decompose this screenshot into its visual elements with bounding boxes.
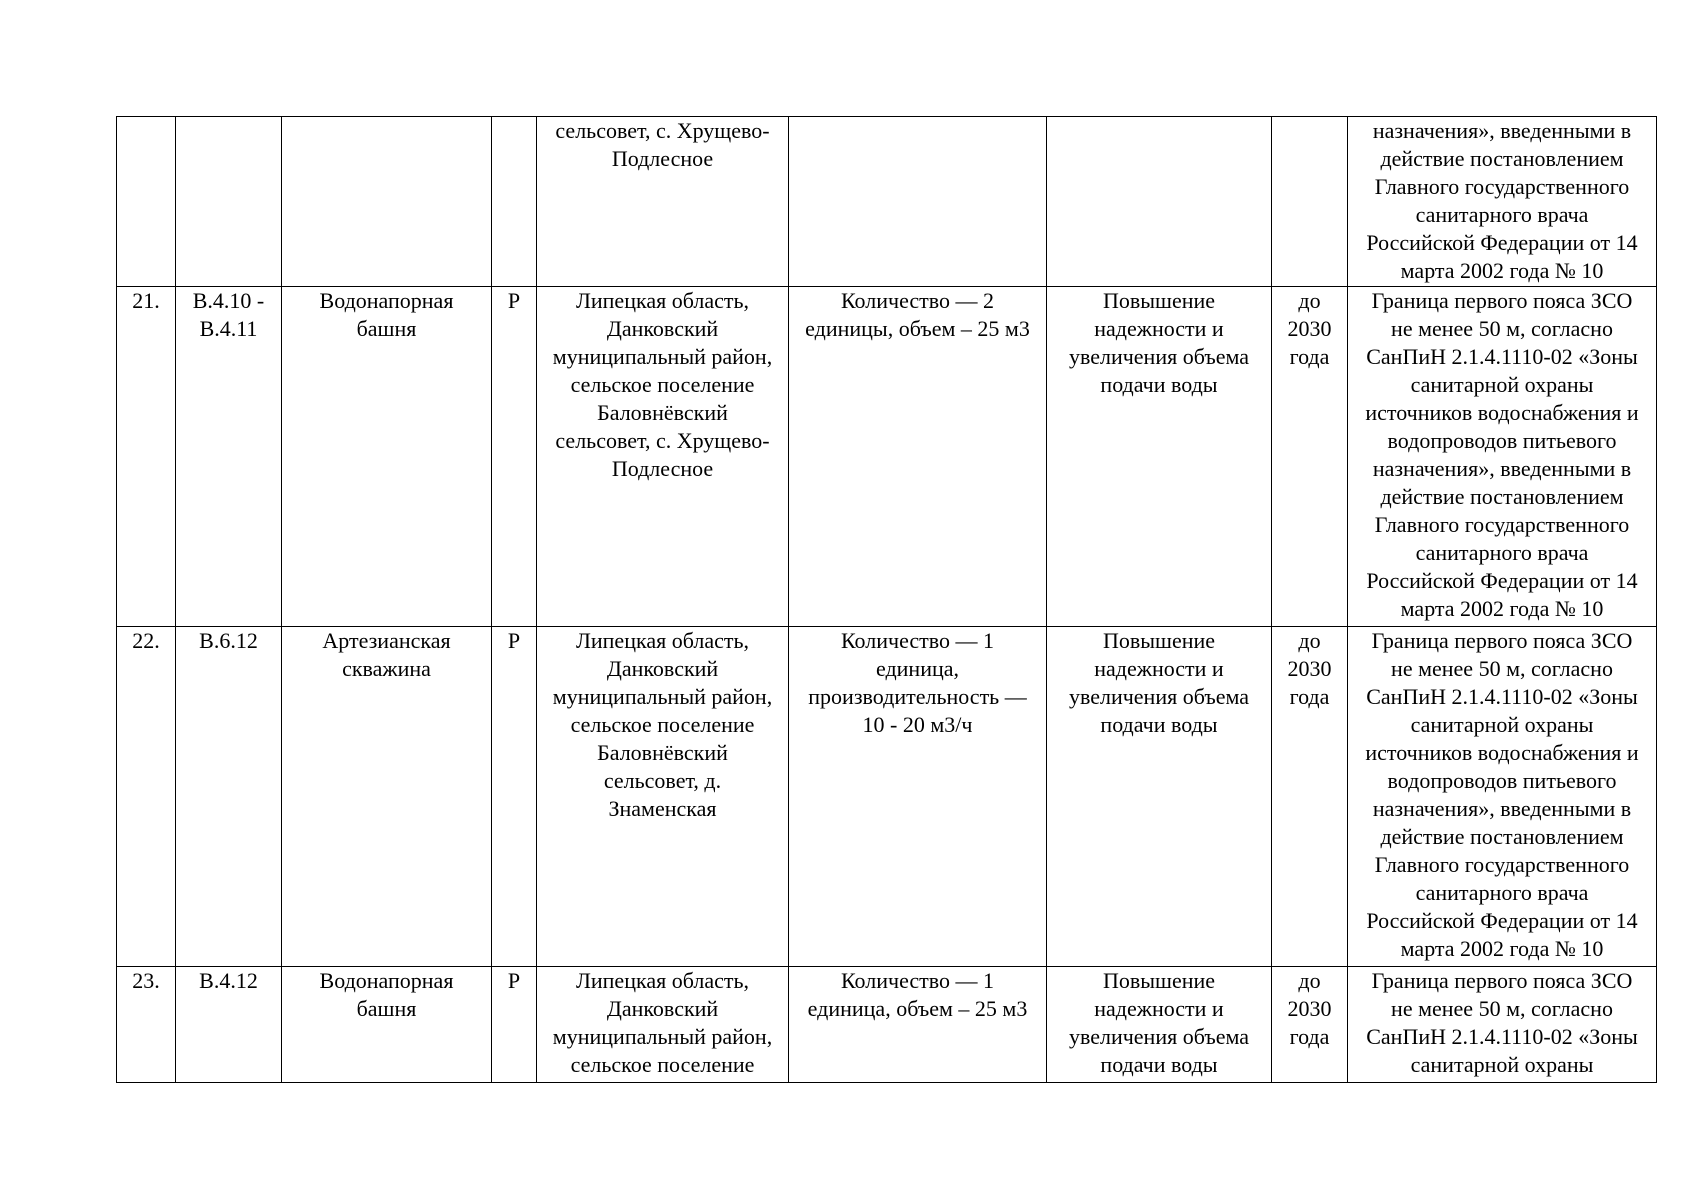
cell-purpose bbox=[1047, 117, 1272, 287]
cell-deadline: до 2030 года bbox=[1272, 967, 1348, 1083]
cell-characteristics: Количество — 1 единица, объем – 25 м3 bbox=[789, 967, 1047, 1083]
table-row bbox=[117, 117, 1657, 287]
cell-name bbox=[282, 117, 492, 287]
cell-deadline: до 2030 года bbox=[1272, 287, 1348, 627]
cell-purpose: Повышение надежности и увеличения объема подачи воды bbox=[1047, 967, 1272, 1083]
cell-location: Липецкая область, Данковский муниципальный район, сельское поселение bbox=[537, 967, 789, 1083]
cell-num bbox=[117, 117, 176, 287]
cell-purpose: Повышение надежности и увеличения объема подачи воды bbox=[1047, 627, 1272, 967]
cell-deadline: до 2030 года bbox=[1272, 627, 1348, 967]
cell-zones: назначения», введенными в действие постановлением Главного государственного санитарного врача Российской Федерации от 14 марта 2002 года № 10 bbox=[1348, 117, 1657, 287]
cell-num: 22. bbox=[117, 627, 176, 967]
cell-num: 23. bbox=[117, 967, 176, 1083]
table-row bbox=[117, 287, 1657, 627]
cell-name: Водонапорная башня bbox=[282, 287, 492, 627]
objects-table bbox=[116, 116, 1657, 1083]
table-body bbox=[117, 117, 1657, 1083]
cell-characteristics: Количество — 2 единицы, объем – 25 м3 bbox=[789, 287, 1047, 627]
cell-location: Липецкая область, Данковский муниципальный район, сельское поселение Баловнёвский сельсовет, д. Знаменская bbox=[537, 627, 789, 967]
cell-status: Р bbox=[492, 627, 537, 967]
cell-code: В.4.10 - В.4.11 bbox=[176, 287, 282, 627]
cell-status: Р bbox=[492, 287, 537, 627]
cell-num: 21. bbox=[117, 287, 176, 627]
cell-zones: Граница первого пояса ЗСО не менее 50 м, согласно СанПиН 2.1.4.1110-02 «Зоны санитарной охраны bbox=[1348, 967, 1657, 1083]
cell-zones: Граница первого пояса ЗСО не менее 50 м, согласно СанПиН 2.1.4.1110-02 «Зоны санитарной охраны источников водоснабжения и водопроводов питьевого назначения», введенными в действие постановлением Главного государственного санитарного врача Российской Федерации от 14 марта 2002 года № 10 bbox=[1348, 287, 1657, 627]
cell-name: Водонапорная башня bbox=[282, 967, 492, 1083]
table-row bbox=[117, 627, 1657, 967]
cell-name: Артезианская скважина bbox=[282, 627, 492, 967]
cell-purpose: Повышение надежности и увеличения объема подачи воды bbox=[1047, 287, 1272, 627]
cell-characteristics bbox=[789, 117, 1047, 287]
cell-deadline bbox=[1272, 117, 1348, 287]
cell-location: сельсовет, с. Хрущево- Подлесное bbox=[537, 117, 789, 287]
cell-code: В.6.12 bbox=[176, 627, 282, 967]
cell-location: Липецкая область, Данковский муниципальный район, сельское поселение Баловнёвский сельсовет, с. Хрущево- Подлесное bbox=[537, 287, 789, 627]
cell-code bbox=[176, 117, 282, 287]
cell-characteristics: Количество — 1 единица, производительность — 10 - 20 м3/ч bbox=[789, 627, 1047, 967]
cell-zones: Граница первого пояса ЗСО не менее 50 м, согласно СанПиН 2.1.4.1110-02 «Зоны санитарной охраны источников водоснабжения и водопроводов питьевого назначения», введенными в действие постановлением Главного государственного санитарного врача Российской Федерации от 14 марта 2002 года № 10 bbox=[1348, 627, 1657, 967]
cell-status bbox=[492, 117, 537, 287]
document-page bbox=[116, 116, 1656, 1083]
cell-status: Р bbox=[492, 967, 537, 1083]
cell-code: В.4.12 bbox=[176, 967, 282, 1083]
table-row bbox=[117, 967, 1657, 1083]
